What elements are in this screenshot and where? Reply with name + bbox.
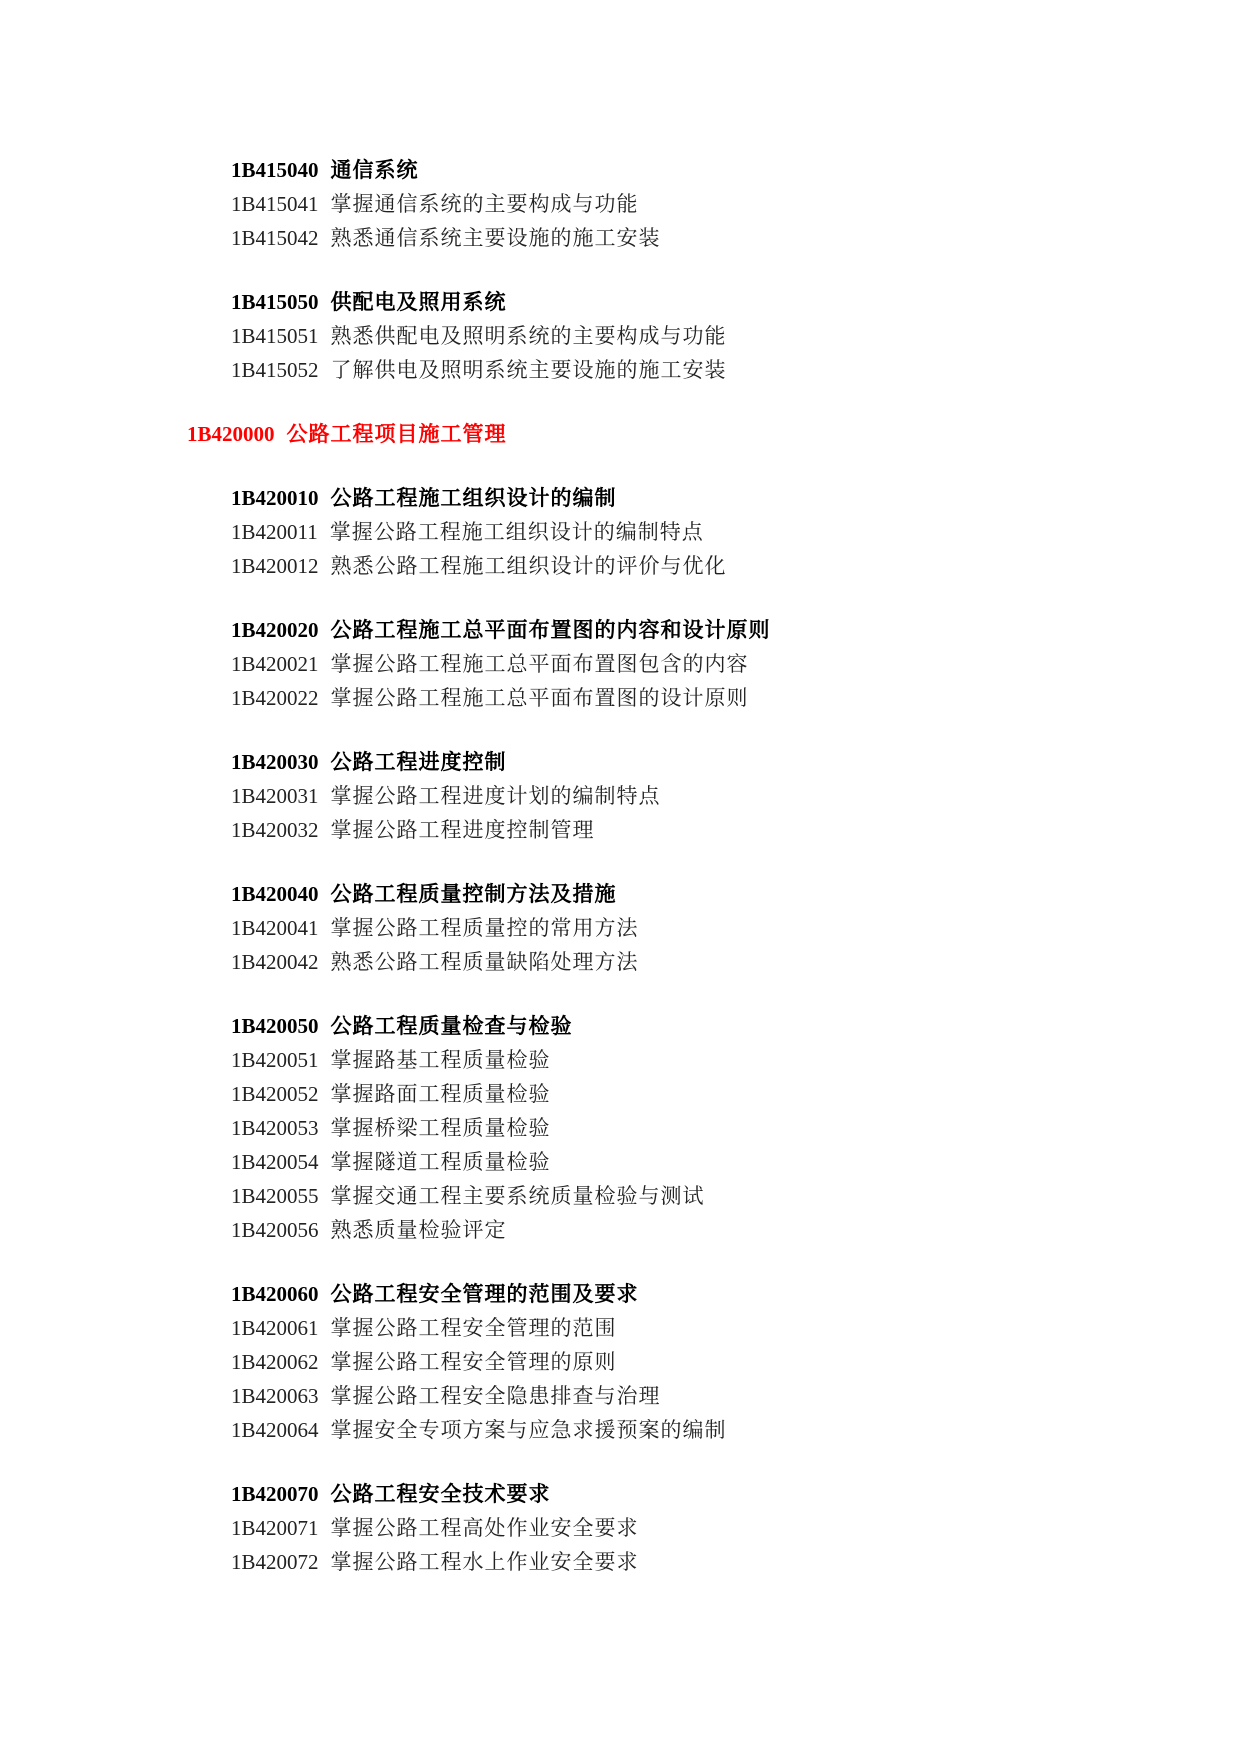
section-heading (231, 155, 419, 185)
section-title: 供配电及照用系统 (330, 290, 507, 314)
item-text: 熟悉公路工程施工组织设计的评价与优化 (330, 554, 727, 578)
section-heading (231, 1279, 639, 1309)
section-heading (231, 615, 771, 645)
list-item (231, 321, 727, 351)
item-text: 掌握公路工程进度控制管理 (330, 818, 595, 842)
item-text: 熟悉公路工程质量缺陷处理方法 (330, 950, 639, 974)
item-code: 1B420032 (231, 818, 319, 842)
item-text: 掌握公路工程安全管理的范围 (330, 1316, 617, 1340)
section-title: 公路工程质量检查与检验 (330, 1014, 573, 1038)
list-item (231, 1079, 551, 1109)
list-item (231, 551, 727, 581)
section-heading (231, 1479, 551, 1509)
section-code: 1B420010 (231, 486, 319, 510)
section-code: 1B415050 (231, 290, 319, 314)
item-code: 1B420053 (231, 1116, 319, 1140)
item-text: 掌握公路工程施工总平面布置图包含的内容 (330, 652, 749, 676)
section-title: 通信系统 (330, 158, 419, 182)
item-text: 掌握桥梁工程质量检验 (330, 1116, 551, 1140)
list-item (231, 1147, 551, 1177)
list-item (231, 1547, 639, 1577)
section-heading (231, 287, 507, 317)
list-item (231, 913, 639, 943)
item-code: 1B420011 (231, 520, 318, 544)
item-code: 1B420062 (231, 1350, 319, 1374)
item-code: 1B415052 (231, 358, 319, 382)
list-item (231, 815, 595, 845)
item-code: 1B420056 (231, 1218, 319, 1242)
item-text: 熟悉供配电及照明系统的主要构成与功能 (330, 324, 727, 348)
item-code: 1B420012 (231, 554, 319, 578)
item-text: 掌握公路工程水上作业安全要求 (330, 1550, 639, 1574)
item-code: 1B420071 (231, 1516, 319, 1540)
item-text: 掌握交通工程主要系统质量检验与测试 (330, 1184, 705, 1208)
section-title: 公路工程安全技术要求 (330, 1482, 551, 1506)
list-item (231, 355, 727, 385)
list-item (231, 947, 639, 977)
list-item (231, 781, 661, 811)
item-code: 1B420022 (231, 686, 319, 710)
section-code: 1B420050 (231, 1014, 319, 1038)
item-code: 1B420063 (231, 1384, 319, 1408)
item-text: 掌握公路工程施工组织设计的编制特点 (329, 520, 704, 544)
list-item (231, 223, 661, 253)
item-text: 掌握公路工程高处作业安全要求 (330, 1516, 639, 1540)
list-item (231, 1347, 617, 1377)
list-item (231, 1381, 661, 1411)
item-code: 1B420072 (231, 1550, 319, 1574)
list-item (231, 1415, 727, 1445)
section-heading (231, 879, 617, 909)
list-item (231, 1313, 617, 1343)
list-item (231, 1113, 551, 1143)
item-text: 掌握公路工程进度计划的编制特点 (330, 784, 661, 808)
section-title: 公路工程施工组织设计的编制 (330, 486, 617, 510)
section-title: 公路工程质量控制方法及措施 (330, 882, 617, 906)
item-text: 掌握公路工程安全管理的原则 (330, 1350, 617, 1374)
item-code: 1B415041 (231, 192, 319, 216)
item-text: 熟悉通信系统主要设施的施工安装 (330, 226, 661, 250)
item-text: 掌握通信系统的主要构成与功能 (330, 192, 639, 216)
item-code: 1B420061 (231, 1316, 319, 1340)
list-item (231, 189, 639, 219)
section-code: 1B420060 (231, 1282, 319, 1306)
item-code: 1B420021 (231, 652, 319, 676)
item-text: 掌握安全专项方案与应急求援预案的编制 (330, 1418, 727, 1442)
item-code: 1B420042 (231, 950, 319, 974)
item-text: 掌握公路工程安全隐患排查与治理 (330, 1384, 661, 1408)
item-code: 1B420064 (231, 1418, 319, 1442)
item-text: 了解供电及照明系统主要设施的施工安装 (330, 358, 727, 382)
section-code: 1B420030 (231, 750, 319, 774)
item-text: 熟悉质量检验评定 (330, 1218, 507, 1242)
list-item (231, 1181, 705, 1211)
item-code: 1B420041 (231, 916, 319, 940)
section-code: 1B415040 (231, 158, 319, 182)
section-code: 1B420070 (231, 1482, 319, 1506)
item-text: 掌握公路工程质量控的常用方法 (330, 916, 639, 940)
list-item (231, 649, 749, 679)
section-heading (231, 1011, 573, 1041)
list-item (231, 1513, 639, 1543)
section-heading (231, 483, 617, 513)
section-title: 公路工程施工总平面布置图的内容和设计原则 (330, 618, 771, 642)
section-code: 1B420020 (231, 618, 319, 642)
chapter-code: 1B420000 (187, 422, 275, 446)
item-text: 掌握路基工程质量检验 (330, 1048, 551, 1072)
list-item (231, 517, 704, 547)
item-code: 1B420031 (231, 784, 319, 808)
item-code: 1B420055 (231, 1184, 319, 1208)
item-code: 1B415042 (231, 226, 319, 250)
chapter-heading (187, 419, 507, 449)
list-item (231, 1045, 551, 1075)
item-text: 掌握公路工程施工总平面布置图的设计原则 (330, 686, 749, 710)
section-code: 1B420040 (231, 882, 319, 906)
item-code: 1B420054 (231, 1150, 319, 1174)
item-text: 掌握隧道工程质量检验 (330, 1150, 551, 1174)
item-code: 1B420052 (231, 1082, 319, 1106)
chapter-title: 公路工程项目施工管理 (286, 422, 507, 446)
item-code: 1B415051 (231, 324, 319, 348)
list-item (231, 1215, 507, 1245)
section-heading (231, 747, 507, 777)
section-title: 公路工程进度控制 (330, 750, 507, 774)
list-item (231, 683, 749, 713)
item-code: 1B420051 (231, 1048, 319, 1072)
item-text: 掌握路面工程质量检验 (330, 1082, 551, 1106)
section-title: 公路工程安全管理的范围及要求 (330, 1282, 639, 1306)
